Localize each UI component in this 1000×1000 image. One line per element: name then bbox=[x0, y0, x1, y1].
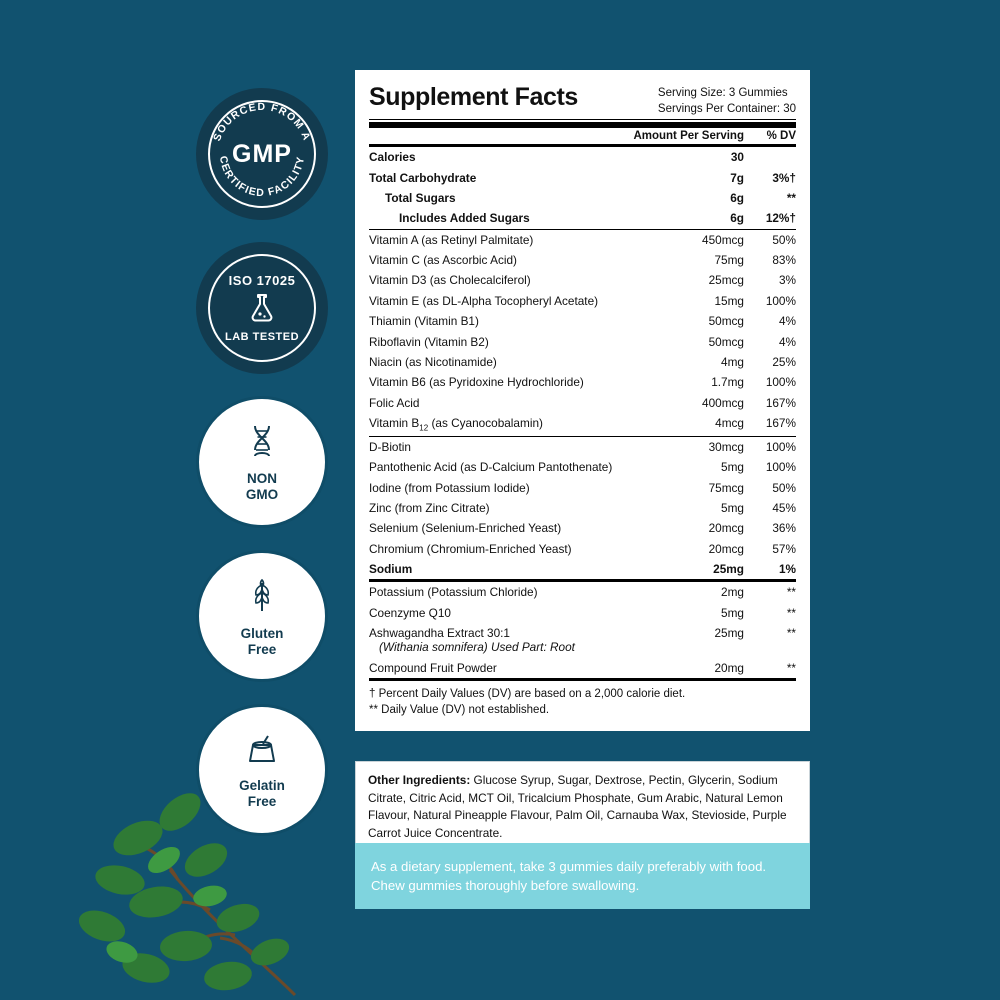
nutrient-dv: 100% bbox=[765, 293, 796, 308]
nutrient-amount: 4mcg bbox=[715, 416, 744, 431]
gluten-free-line2: Free bbox=[247, 641, 277, 657]
nutrient-name: Riboflavin (Vitamin B2) bbox=[369, 334, 489, 349]
serving-size: Serving Size: 3 Gummies bbox=[657, 87, 788, 99]
nutrient-amount: 5mg bbox=[721, 605, 744, 620]
nutrient-dv: 4% bbox=[778, 334, 796, 349]
other-ingredients-text: Glucose Syrup, Sugar, Dextrose, Pectin, Glycerin, Sodium Citrate, Citric Acid, MCT Oil, Tricalcium Phosphate, Gum Arabic, Natural Lemon Flavour, Natural Pineapple Flavour, Palm Oil, Carnauba Wax, Stevioside, Purple Carrot Juice Concentrate. bbox=[368, 773, 787, 841]
table-row bbox=[369, 518, 796, 538]
directions-text: As a dietary supplement, take 3 gummies daily preferably with food. Chew gummies thoroughly before swallowing. bbox=[371, 859, 767, 894]
nutrient-amount: 30mcg bbox=[660, 436, 744, 457]
gelatin-free-line2: Free bbox=[247, 793, 277, 809]
non-gmo-line1: NON bbox=[247, 470, 277, 486]
nutrient-dv: ** bbox=[786, 626, 796, 641]
table-row bbox=[369, 167, 796, 187]
nutrient-dv: 3%† bbox=[772, 170, 796, 185]
nutrient-name: Vitamin $B_{12}$ (as Cyanocobalamin) bbox=[369, 416, 543, 433]
nutrient-dv: 12%† bbox=[765, 211, 796, 226]
table-row bbox=[369, 188, 796, 208]
badge-ring bbox=[208, 254, 316, 362]
nutrient-name: Folic Acid bbox=[369, 395, 420, 410]
nutrient-name: Zinc (from Zinc Citrate) bbox=[369, 500, 490, 515]
svg-text:SOURCED FROM A bbox=[211, 101, 313, 143]
nutrient-amount: 25mg bbox=[714, 626, 744, 641]
gmp-arc-text bbox=[196, 88, 328, 220]
nutrient-amount: 450mcg bbox=[660, 229, 744, 250]
table-row bbox=[369, 270, 796, 290]
nutrient-amount: 1.7mg bbox=[711, 375, 744, 390]
nutrient-amount: 5mg bbox=[721, 500, 744, 515]
nutrient-name: Sodium bbox=[369, 562, 413, 577]
nutrient-amount: 15mg bbox=[714, 293, 744, 308]
iso-label: ISO 17025 bbox=[228, 273, 296, 288]
nutrient-name: Total Sugars bbox=[385, 190, 456, 205]
nutrient-name: Vitamin E (as DL-Alpha Tocopheryl Acetate) bbox=[369, 293, 599, 308]
table-row bbox=[369, 229, 796, 250]
table-row bbox=[369, 603, 796, 623]
nutrient-subline: (Withania somnifera) Used Part: Root bbox=[379, 640, 575, 655]
table-row bbox=[369, 372, 796, 392]
nutrient-name: Ashwagandha Extract 30:1 (Withania somnifera) Used Part: Root bbox=[369, 623, 660, 657]
nutrient-amount: 25mcg bbox=[708, 273, 744, 288]
nutrient-amount: 30 bbox=[730, 150, 744, 165]
nutrient-name: Includes Added Sugars bbox=[399, 211, 530, 226]
nutrient-amount: 400mcg bbox=[702, 395, 744, 410]
nutrient-name: Vitamin C (as Ascorbic Acid) bbox=[369, 253, 517, 268]
supplement-facts-panel bbox=[355, 70, 810, 731]
table-row bbox=[369, 352, 796, 372]
table-row bbox=[369, 413, 796, 436]
table-row bbox=[369, 559, 796, 581]
nutrient-dv: 100% bbox=[744, 436, 796, 457]
gluten-free-line1: Gluten bbox=[240, 625, 284, 641]
table-row bbox=[369, 393, 796, 413]
nutrient-dv: 57% bbox=[772, 541, 796, 556]
table-row bbox=[369, 250, 796, 270]
nutrient-name: D-Biotin bbox=[369, 436, 660, 457]
nutrient-dv: ** bbox=[786, 660, 796, 675]
nutrient-dv: 83% bbox=[772, 253, 796, 268]
nutrient-dv: 3% bbox=[778, 273, 796, 288]
nutrient-dv bbox=[744, 147, 796, 167]
badge-gluten-free bbox=[196, 550, 328, 682]
gelatin-free-line1: Gelatin bbox=[239, 777, 285, 793]
wheat-icon bbox=[245, 575, 279, 622]
nutrient-table bbox=[369, 147, 796, 678]
table-row bbox=[369, 291, 796, 311]
nutrient-amount: 2mg bbox=[660, 581, 744, 603]
nutrient-name: Vitamin A (as Retinyl Palmitate) bbox=[369, 229, 660, 250]
nutrient-amount: 50mcg bbox=[708, 334, 744, 349]
nutrient-name: Compound Fruit Powder bbox=[369, 660, 497, 675]
svg-text:CERTIFIED FACILITY bbox=[217, 155, 307, 199]
nutrient-amount: 5mg bbox=[721, 460, 744, 475]
nutrient-amount: 20mcg bbox=[708, 541, 744, 556]
nutrient-name: Niacin (as Nicotinamide) bbox=[369, 354, 497, 369]
iso-sub-label: LAB TESTED bbox=[224, 331, 300, 343]
nutrient-name: Vitamin B6 (as Pyridoxine Hydrochloride) bbox=[369, 375, 584, 390]
gmp-arc-bottom: CERTIFIED FACILITY bbox=[216, 155, 308, 200]
nutrient-dv: 100% bbox=[765, 375, 796, 390]
nutrient-dv: 167% bbox=[765, 416, 796, 431]
table-row bbox=[369, 498, 796, 518]
col-amount-per-serving: Amount Per Serving bbox=[633, 130, 744, 143]
nutrient-name: Iodine (from Potassium Iodide) bbox=[369, 480, 530, 495]
table-row bbox=[369, 311, 796, 331]
badge-non-gmo bbox=[196, 396, 328, 528]
nutrient-dv: 1% bbox=[778, 562, 796, 577]
nutrient-name: Potassium (Potassium Chloride) bbox=[369, 581, 660, 603]
nutrient-name: Pantothenic Acid (as D-Calcium Pantothenate) bbox=[369, 460, 613, 475]
badge-iso bbox=[196, 242, 328, 374]
nutrient-name: Selenium (Selenium-Enriched Yeast) bbox=[369, 521, 562, 536]
table-row bbox=[369, 436, 796, 457]
directions-box bbox=[355, 843, 810, 909]
page-title: Supplement Facts bbox=[369, 83, 578, 111]
nutrient-amount: 7g bbox=[730, 170, 744, 185]
table-row bbox=[369, 539, 796, 559]
nutrient-amount: 50mcg bbox=[708, 314, 744, 329]
nutrient-name: Coenzyme Q10 bbox=[369, 605, 451, 620]
servings-per-container: Servings Per Container: 30 bbox=[657, 102, 796, 115]
col-percent-dv: % DV bbox=[766, 130, 796, 143]
table-row bbox=[369, 657, 796, 677]
leaf-decoration bbox=[60, 720, 320, 1000]
other-ingredients-box bbox=[355, 761, 810, 854]
gmp-label: GMP bbox=[232, 139, 292, 168]
column-headers bbox=[369, 128, 796, 144]
table-row bbox=[369, 457, 796, 477]
nutrient-dv: 45% bbox=[772, 500, 796, 515]
gluten-free-label bbox=[241, 626, 284, 657]
table-row bbox=[369, 581, 796, 603]
badge-gmp bbox=[196, 88, 328, 220]
non-gmo-label bbox=[246, 471, 278, 502]
table-row bbox=[369, 147, 796, 167]
nutrient-dv: 50% bbox=[744, 229, 796, 250]
table-row bbox=[369, 623, 796, 657]
nutrient-amount: 4mg bbox=[721, 354, 744, 369]
nutrient-dv: 50% bbox=[772, 480, 796, 495]
nutrient-name: Total Carbohydrate bbox=[369, 170, 477, 185]
non-gmo-line2: GMO bbox=[245, 486, 279, 502]
nutrient-amount: 20mg bbox=[714, 660, 744, 675]
footnote-dagger: † Percent Daily Values (DV) are based on a 2,000 calorie diet. bbox=[369, 687, 686, 700]
gmp-arc-top: SOURCED FROM A bbox=[211, 100, 313, 143]
nutrient-amount: 6g bbox=[730, 211, 744, 226]
nutrient-dv: ** bbox=[786, 190, 796, 205]
serving-info bbox=[658, 84, 796, 117]
nutrient-dv: 25% bbox=[772, 354, 796, 369]
nutrient-amount: 75mg bbox=[714, 253, 744, 268]
nutrient-dv: 36% bbox=[772, 521, 796, 536]
nutrient-name: Thiamin (Vitamin B1) bbox=[369, 314, 479, 329]
nutrient-name: Vitamin D3 (as Cholecalciferol) bbox=[369, 273, 531, 288]
nutrient-dv: 100% bbox=[765, 460, 796, 475]
other-ingredients-label: Other Ingredients: bbox=[368, 773, 471, 787]
nutrient-amount: 20mcg bbox=[708, 521, 744, 536]
nutrient-dv: 167% bbox=[765, 395, 796, 410]
nutrient-amount: 75mcg bbox=[708, 480, 744, 495]
nutrient-name: Chromium (Chromium-Enriched Yeast) bbox=[369, 541, 572, 556]
supplement-facts-header bbox=[369, 84, 796, 120]
table-row bbox=[369, 208, 796, 229]
nutrient-dv: 4% bbox=[778, 314, 796, 329]
nutrient-amount: 25mg bbox=[713, 562, 744, 577]
table-row bbox=[369, 331, 796, 351]
nutrient-name: Calories bbox=[369, 150, 416, 165]
footnotes bbox=[369, 681, 796, 719]
nutrient-dv: ** bbox=[786, 605, 796, 620]
nutrient-amount: 6g bbox=[730, 190, 744, 205]
nutrient-dv: ** bbox=[744, 581, 796, 603]
footnote-double-star: ** Daily Value (DV) not established. bbox=[369, 704, 550, 717]
table-row bbox=[369, 477, 796, 497]
dna-icon bbox=[245, 422, 279, 467]
